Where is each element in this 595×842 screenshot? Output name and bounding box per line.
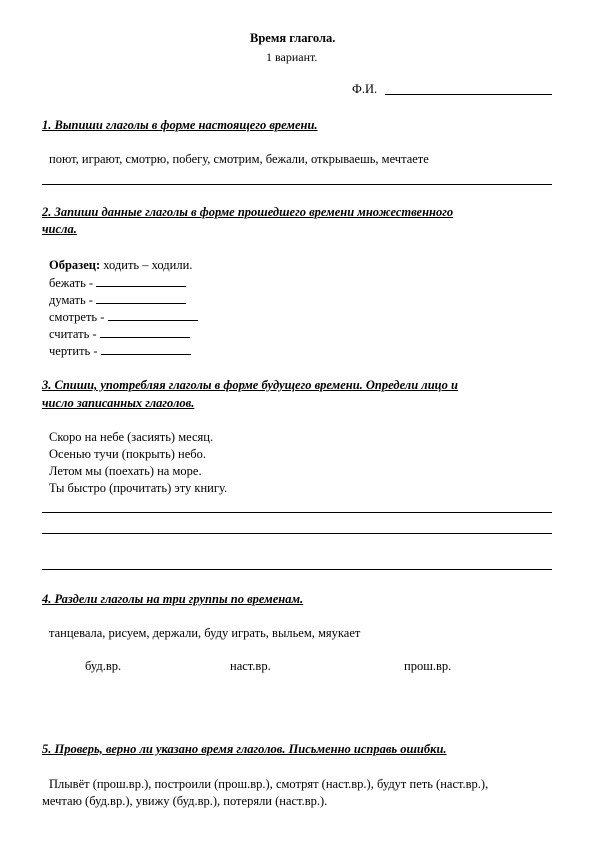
group-future-label: буд.вр. bbox=[85, 659, 122, 673]
task3-answer-line[interactable] bbox=[42, 512, 552, 513]
task1-words: поют, играют, смотрю, побегу, смотрим, бежали, открываешь, мечтаете bbox=[49, 152, 429, 166]
task2-item-label: считать - bbox=[49, 327, 97, 341]
task4-words: танцевала, рисуем, держали, буду играть, выльем, мяукает bbox=[49, 626, 361, 640]
fio-label: Ф.И. bbox=[352, 82, 378, 96]
task2-item-label: думать - bbox=[49, 293, 93, 307]
task4-heading: 4. Раздели глаголы на три группы по временам. bbox=[42, 592, 304, 606]
task2-item-label: чертить - bbox=[49, 344, 98, 358]
task3-sentence: Ты быстро (прочитать) эту книгу. bbox=[49, 481, 228, 495]
task5-line1: Плывёт (прош.вр.), построили (прош.вр.), смотрят (наст.вр.), будут петь (наст.вр.), bbox=[49, 777, 489, 791]
page-title: Время глагола. bbox=[250, 31, 336, 45]
task3-heading-line1: 3. Спиши, употребляя глаголы в форме будущего времени. Определи лицо и bbox=[42, 378, 458, 392]
group-past-label: прош.вр. bbox=[404, 659, 452, 673]
variant-label: 1 вариант. bbox=[266, 50, 318, 64]
task2-blank[interactable] bbox=[96, 293, 186, 304]
task1-heading: 1. Выпиши глаголы в форме настоящего времени. bbox=[42, 118, 318, 132]
task3-answer-line[interactable] bbox=[42, 533, 552, 534]
sample-label: Образец: bbox=[49, 258, 101, 272]
task2-blank[interactable] bbox=[96, 276, 186, 287]
task2-blank[interactable] bbox=[100, 327, 190, 338]
task3-answer-line[interactable] bbox=[42, 569, 552, 570]
task3-sentence: Осенью тучи (покрыть) небо. bbox=[49, 447, 207, 461]
task1-answer-line[interactable] bbox=[42, 184, 552, 185]
task2-item bbox=[49, 276, 186, 291]
task3-sentence: Летом мы (поехать) на море. bbox=[49, 464, 202, 478]
task2-item-label: смотреть - bbox=[49, 310, 105, 324]
fio-input-line[interactable] bbox=[385, 94, 552, 95]
task2-item bbox=[49, 293, 186, 308]
task5-line2: мечтаю (буд.вр.), увижу (буд.вр.), потеряли (наст.вр.). bbox=[42, 794, 328, 808]
task2-item bbox=[49, 327, 190, 342]
task2-item bbox=[49, 310, 198, 325]
task2-blank[interactable] bbox=[101, 344, 191, 355]
sample-text: ходить – ходили. bbox=[103, 258, 193, 272]
task2-item-label: бежать - bbox=[49, 276, 94, 290]
task5-heading: 5. Проверь, верно ли указано время глаголов. Письменно исправь ошибки. bbox=[42, 742, 447, 756]
task3-sentence: Скоро на небе (засиять) месяц. bbox=[49, 430, 214, 444]
task2-heading-line1: 2. Запиши данные глаголы в форме прошедшего времени множественного bbox=[42, 205, 454, 219]
task2-sample bbox=[49, 258, 192, 273]
task2-blank[interactable] bbox=[108, 310, 198, 321]
group-present-label: наст.вр. bbox=[230, 659, 271, 673]
task3-heading-line2: число записанных глаголов. bbox=[42, 396, 195, 410]
task2-heading-line2: числа. bbox=[42, 222, 77, 236]
task2-item bbox=[49, 344, 191, 359]
